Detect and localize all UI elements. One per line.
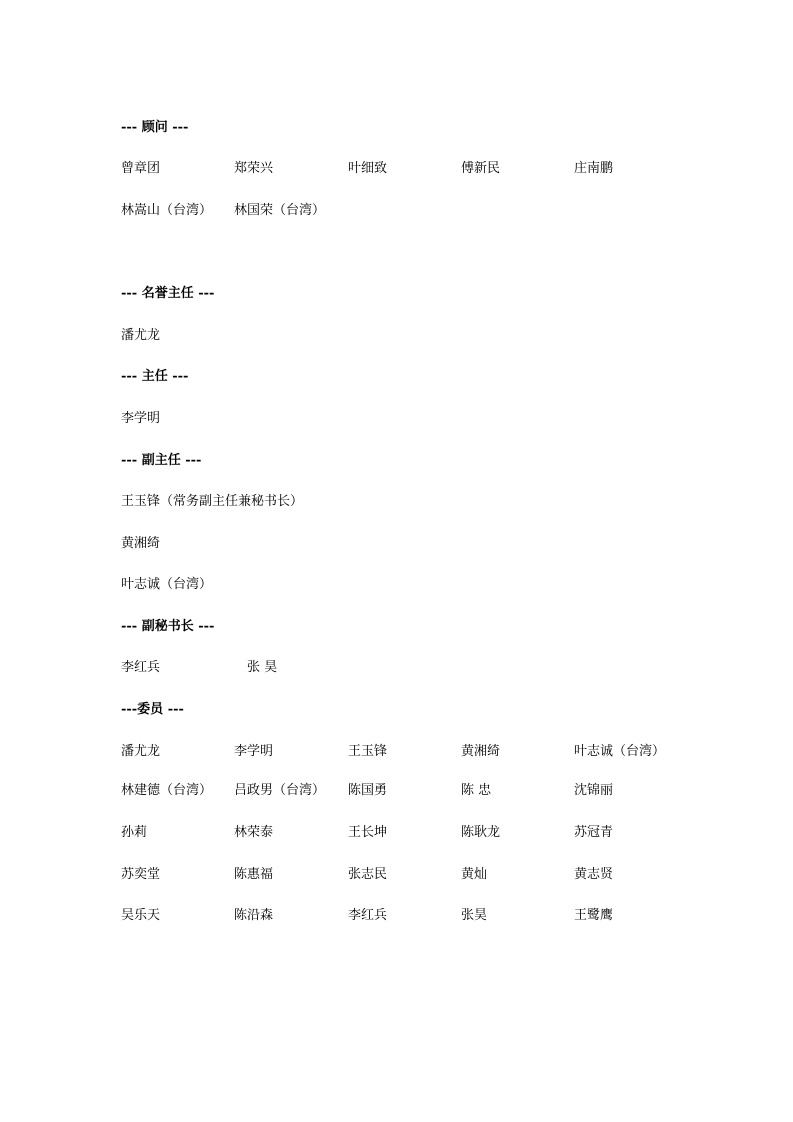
- honorary-director-heading: --- 名誉主任 ---: [121, 286, 215, 301]
- member-name: 林荣泰: [234, 825, 274, 840]
- member-name: 陈惠福: [234, 867, 274, 882]
- member-name: 陈沿森: [234, 908, 274, 923]
- member-name: 叶志诚（台湾）: [574, 744, 666, 759]
- member-name: 黄湘绮: [461, 744, 501, 759]
- member-name: 李红兵: [348, 908, 388, 923]
- member-name: 王鹭鹰: [574, 908, 614, 923]
- advisor-name: 傅新民: [461, 161, 501, 176]
- member-name: 王长坤: [348, 825, 388, 840]
- honorary-director-name: 潘尤龙: [121, 328, 161, 343]
- advisor-name: 庄南鹏: [574, 161, 614, 176]
- member-name: 王玉锋: [348, 744, 388, 759]
- advisor-name: 林国荣（台湾）: [234, 203, 326, 218]
- member-name: 吴乐天: [121, 908, 161, 923]
- advisor-name: 郑荣兴: [234, 161, 274, 176]
- member-name: 李学明: [234, 744, 274, 759]
- member-name: 陈国勇: [348, 783, 388, 798]
- member-name: 张志民: [348, 867, 388, 882]
- director-name: 李学明: [121, 411, 161, 426]
- deputy-director-name: 黄湘绮: [121, 536, 161, 551]
- deputy-director-heading: --- 副主任 ---: [121, 453, 202, 468]
- member-name: 苏奕堂: [121, 867, 161, 882]
- deputy-director-name: 王玉锋（常务副主任兼秘书长）: [121, 494, 304, 509]
- member-name: 黄灿: [461, 867, 488, 882]
- advisor-name: 曾章团: [121, 161, 161, 176]
- member-name: 苏冠青: [574, 825, 614, 840]
- member-name: 陈 忠: [461, 783, 492, 798]
- member-name: 潘尤龙: [121, 744, 161, 759]
- member-name: 张昊: [461, 908, 488, 923]
- member-name: 陈耿龙: [461, 825, 501, 840]
- deputy-secretary-general-name: 张 昊: [247, 660, 278, 675]
- advisor-name: 林嵩山（台湾）: [121, 203, 213, 218]
- director-heading: --- 主任 ---: [121, 369, 189, 384]
- member-name: 吕政男（台湾）: [234, 783, 326, 798]
- deputy-secretary-general-name: 李红兵: [121, 660, 161, 675]
- advisor-name: 叶细致: [348, 161, 388, 176]
- member-name: 黄志贤: [574, 867, 614, 882]
- member-name: 沈锦丽: [574, 783, 614, 798]
- deputy-director-name: 叶志诚（台湾）: [121, 577, 213, 592]
- advisors-heading: --- 顾问 ---: [121, 120, 189, 135]
- deputy-secretary-general-heading: --- 副秘书长 ---: [121, 619, 215, 634]
- member-name: 孙莉: [121, 825, 148, 840]
- members-heading: ---委员 ---: [121, 702, 184, 717]
- member-name: 林建德（台湾）: [121, 783, 213, 798]
